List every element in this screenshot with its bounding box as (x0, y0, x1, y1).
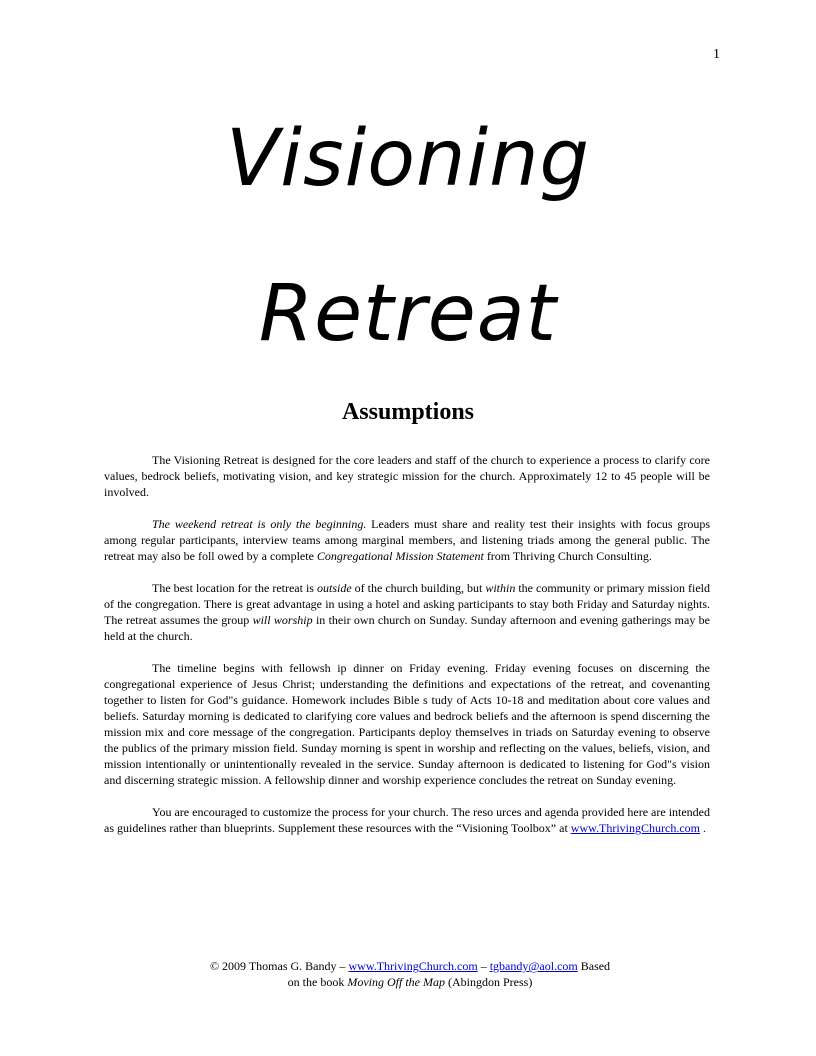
paragraph-3-text-d: in their own church on Sunday. Sunday afternoon and evening gatherings may be held at the church. (104, 613, 710, 643)
paragraph-2-text-b: from Thriving Church Consulting. (483, 549, 652, 563)
footer-publisher: (Abingdon Press) (445, 975, 533, 989)
thrivingchurch-link[interactable]: www.ThrivingChurch.com (570, 821, 700, 835)
paragraph-1-text: The Visioning Retreat is designed for the core leaders and staff of the church to experience a process to clarify core values, bedrock beliefs, motivating vision, and key strategic mission for the church. Approximately 12 to 45 people will be involved. (104, 453, 710, 499)
footer-email-link[interactable]: tgbandy@aol.com (489, 959, 578, 973)
footer-line-1 (150, 958, 670, 974)
title-line-1: Visioning (225, 114, 591, 204)
footer-based: Based (577, 959, 611, 973)
footer-website-link[interactable]: www.ThrivingChurch.com (348, 959, 478, 973)
paragraph-3 (104, 580, 710, 644)
footer-line-2 (150, 974, 670, 990)
footer-book-title: Moving Off the Map (347, 975, 445, 989)
paragraph-5-tail: . (699, 821, 706, 835)
paragraph-2 (104, 516, 710, 564)
paragraph-3-italic-2: within (485, 581, 516, 595)
paragraph-3-italic-3: will worship (252, 613, 313, 627)
paragraph-4-text: The timeline begins with fellowsh ip dinner on Friday evening. Friday evening focuses on discerning the congregational experience of Jesus Christ; understanding the definitions and expectations of the retreat, and covenanting together to listen for God"s guidance. Homework includes Bible s tudy of Acts 10-18 and meditation about core values and beliefs. Saturday morning is dedicated to clarifying core values and bedrock beliefs and the afternoon is spend discerning the mission mix and core message of the congregation. Participants deploy themselves in triads on Saturday evening to observe the publics of the primary mission field. Sunday morning is spent in worship and reflecting on the values, beliefs, vision, and mission intentionally or unintentionally revealed in the service. Sunday afternoon is dedicated to listening for God"s vision and discerning strategic mission. A fellowship dinner and worship experience concludes the retreat on Sunday evening. (104, 661, 710, 787)
paragraph-3-text-c: the community or primary mission field of the congregation. There is great advantage in using a hotel and asking participants to stay both Friday and Saturday nights. The retreat assumes the group (104, 581, 711, 627)
footer-copyright: © 2009 Thomas G. Bandy – (209, 959, 349, 973)
paragraph-3-italic-1: outside (316, 581, 352, 595)
body-text (104, 452, 710, 852)
paragraph-5 (104, 804, 710, 836)
paragraph-3-text-a: The best location for the retreat is (152, 581, 317, 595)
paragraph-1 (104, 452, 710, 500)
footer-book-prefix: on the book (287, 975, 348, 989)
paragraph-2-text-a: Leaders must share and reality test their insights with focus groups among regular participants, interview teams among marginal members, and listening triads among the general public. The retreat may also be foll owed by a complete (104, 517, 710, 563)
paragraph-3-text-b: of the church building, but (351, 581, 486, 595)
title-line-2: Retreat (258, 269, 558, 359)
page-number: 1 (713, 47, 720, 62)
paragraph-2-italic-lead: The weekend retreat is only the beginning. (152, 517, 367, 531)
section-heading: Assumptions (341, 399, 475, 425)
footer (150, 958, 670, 990)
paragraph-5-text: You are encouraged to customize the process for your church. The reso urces and agenda provided here are intended as guidelines rather than blueprints. Supplement these resources with the “Visioning Toolbox” at (104, 805, 711, 835)
paragraph-2-italic-mid: Congregational Mission Statement (316, 549, 484, 563)
paragraph-4 (104, 660, 710, 788)
footer-separator: – (477, 959, 490, 973)
